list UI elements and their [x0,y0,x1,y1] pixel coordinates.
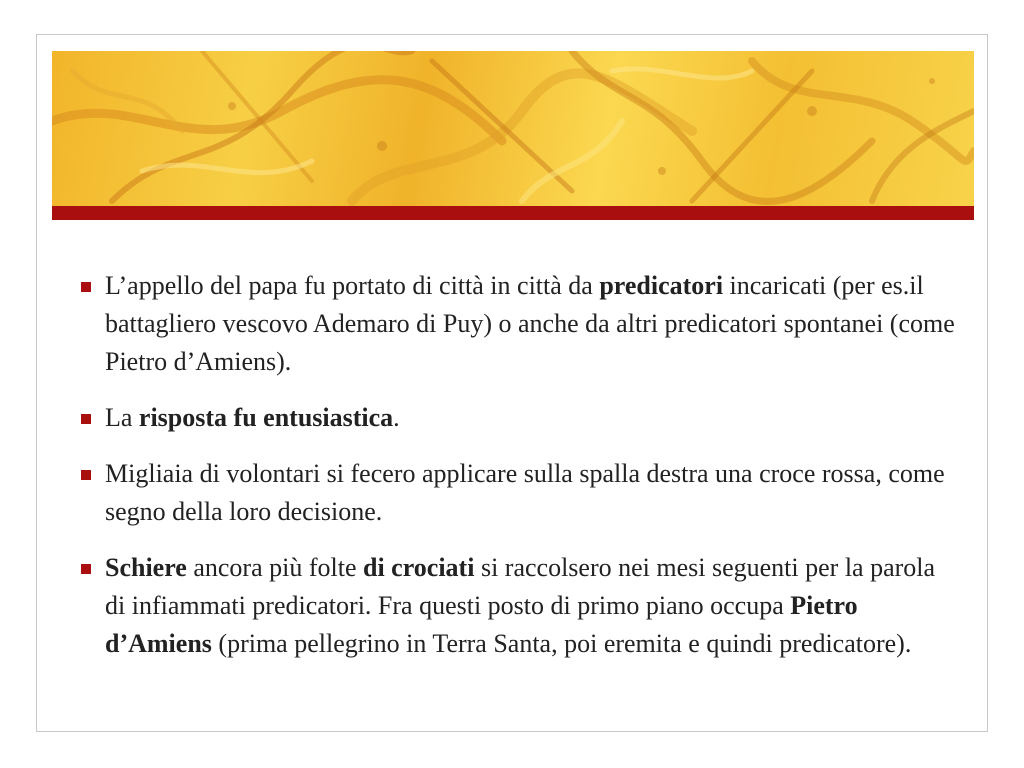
bullet-bold-text: risposta fu entusiastica [138,403,394,432]
square-bullet-icon [81,414,91,424]
bullet-text: L’appello del papa fu portato di città in città da [105,271,600,300]
bullet-text: incaricati (per es.il battagliero vescovo Ademaro di Puy) o anche da altri predicatori spontanei (come Pietro d’Amiens). [105,271,955,376]
bullet-text: (prima pellegrino in Terra Santa, poi eremita e quindi predicatore). [211,629,912,658]
square-bullet-icon [81,282,91,292]
bullet-text: La [105,403,139,432]
bullet-text: Migliaia di volontari si fecero applicare sulla spalla destra una croce rossa, come segno della loro decisione. [105,459,945,526]
bullet-item [81,549,961,663]
bullet-bold-text: Pietro d’Amiens [105,591,858,658]
red-divider-stripe [52,206,974,220]
slide [36,34,988,732]
bullet-item [81,455,961,531]
bullet-item [81,399,961,437]
bullet-bold-text: predicatori [599,271,724,300]
bullet-text: si raccolsero nei mesi seguenti per la parola di infiammati predicatori. Fra questi posto di primo piano occupa [105,553,936,620]
bullet-text: ancora più folte [186,553,363,582]
bullet-item [81,267,961,381]
bullet-bold-text: Schiere [105,553,187,582]
bullet-list [81,267,961,681]
banner-texture [52,51,974,206]
bullet-bold-text: di crociati [363,553,475,582]
bullet-text: . [393,403,400,432]
square-bullet-icon [81,470,91,480]
square-bullet-icon [81,564,91,574]
decorative-banner-image [52,51,974,206]
